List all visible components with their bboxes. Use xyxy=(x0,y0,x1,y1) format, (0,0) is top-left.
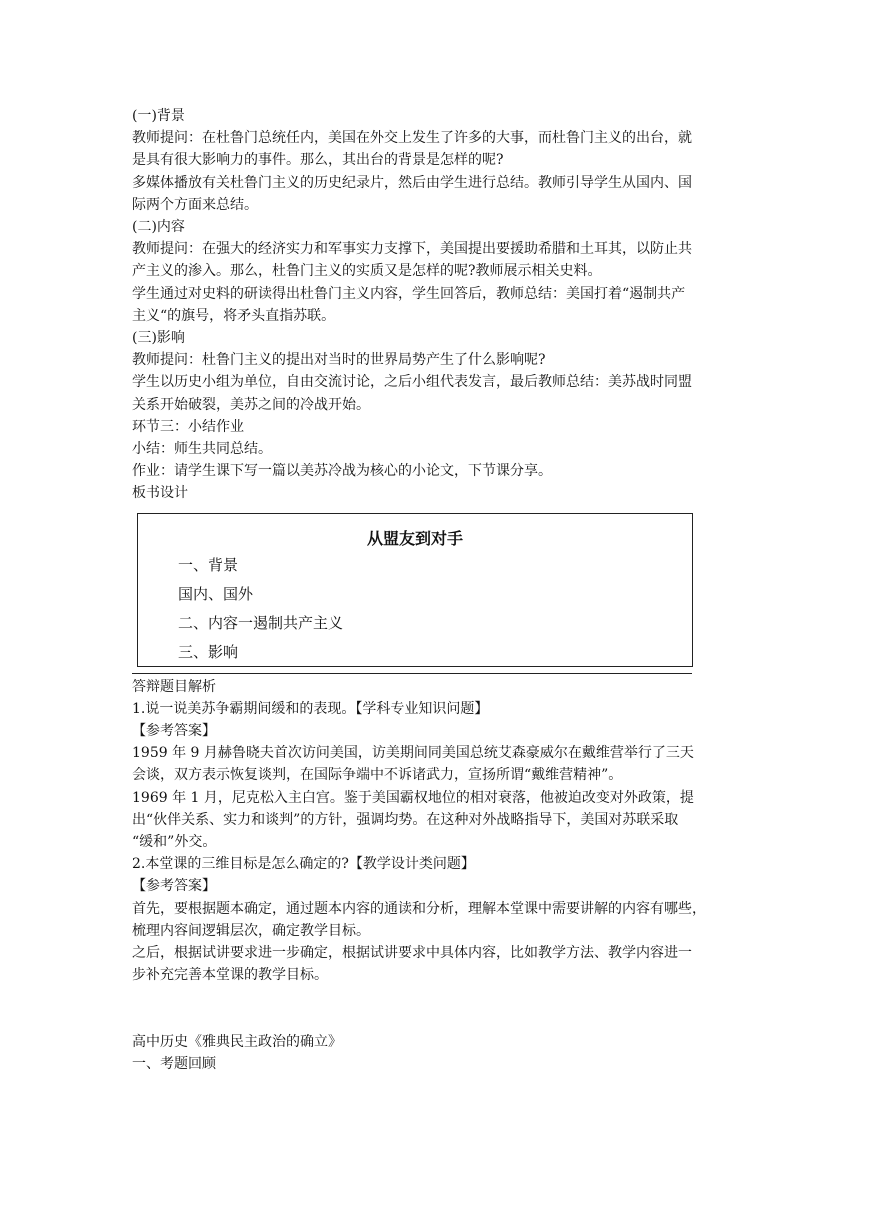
lesson-process-section xyxy=(132,105,742,505)
paragraph-line: 梳理内容间逻辑层次，确定教学目标。 xyxy=(132,922,370,939)
question-1: 1.说一说美苏争霸期间缓和的表现。【学科专业知识问题】 xyxy=(132,700,489,717)
paragraph-line: 主义“的旗号，将矛头直指苏联。 xyxy=(132,307,336,324)
paragraph-line: 学生通过对史料的研读得出杜鲁门主义内容，学生回答后，教师总结：美国打着“遏制共产 xyxy=(132,285,686,302)
paragraph-line: 1969 年 1 月，尼克松入主白宫。鉴于美国霸权地位的相对衰落，他被迫改变对外政策，提 xyxy=(132,789,694,806)
subheading-content: (二)内容 xyxy=(132,219,185,236)
paragraph-line: 际两个方面来总结。 xyxy=(132,196,258,213)
paragraph-line: 之后，根据试讲要求进一步确定，根据试讲要求中具体内容，比如教学方法、教学内容进一 xyxy=(132,945,692,962)
horizontal-divider xyxy=(132,673,692,674)
paragraph-line: 教师提问：在强大的经济实力和军事实力支撑下，美国提出要援助希腊和土耳其，以防止共 xyxy=(132,241,692,258)
board-item-impact: 三、影响 xyxy=(178,642,239,661)
spacer xyxy=(132,987,742,1031)
paragraph-line: 小结：师生共同总结。 xyxy=(132,441,272,458)
paragraph-line: 学生以历史小组为单位，自由交流讨论，之后小组代表发言，最后教师总结：美苏战时同盟 xyxy=(132,374,692,391)
board-item-background: 一、背景 xyxy=(178,555,239,574)
subheading-summary-homework: 环节三：小结作业 xyxy=(132,418,244,435)
paragraph-line: 首先，要根据题本确定，通过题本内容的通读和分析，理解本堂课中需要讲解的内容有哪些， xyxy=(132,900,706,917)
lesson-title: 高中历史《雅典民主政治的确立》 xyxy=(132,1033,342,1050)
paragraph-line: 步补充完善本堂课的教学目标。 xyxy=(132,967,328,984)
board-title: 从盟友到对手 xyxy=(366,528,463,548)
defense-questions-section xyxy=(132,676,742,987)
paragraph-line: 会谈，双方表示恢复谈判，在国际争端中不诉诸武力，宣扬所谓“戴维营精神”。 xyxy=(132,767,623,784)
paragraph-line: 作业：请学生课下写一篇以美苏冷战为核心的小论文，下节课分享。 xyxy=(132,463,552,480)
question-2: 2.本堂课的三维目标是怎么确定的?【教学设计类问题】 xyxy=(132,856,475,873)
paragraph-line: 产主义的渗入。那么，杜鲁门主义的实质又是怎样的呢?教师展示相关史料。 xyxy=(132,263,602,280)
paragraph-line: “缓和”外交。 xyxy=(132,834,217,851)
paragraph-line: 关系开始破裂，美苏之间的冷战开始。 xyxy=(132,396,370,413)
next-lesson-section xyxy=(132,1031,742,1075)
subheading-board-design: 板书设计 xyxy=(132,485,188,502)
subheading-background: (一)背景 xyxy=(132,108,185,124)
paragraph-line: 多媒体播放有关杜鲁门主义的历史纪录片，然后由学生进行总结。教师引导学生从国内、国 xyxy=(132,174,692,191)
blackboard-design-box xyxy=(137,513,693,667)
board-item-content: 二、内容一遏制共产主义 xyxy=(178,613,344,632)
paragraph-line: 是具有很大影响力的事件。那么，其出台的背景是怎样的呢? xyxy=(132,152,504,169)
subheading-impact: (三)影响 xyxy=(132,330,185,347)
section-heading: 一、考题回顾 xyxy=(132,1055,216,1072)
paragraph-line: 1959 年 9 月赫鲁晓夫首次访问美国，访美期间同美国总统艾森豪威尔在戴维营举行了三天 xyxy=(132,745,694,762)
section-heading: 答辩题目解析 xyxy=(132,678,216,695)
answer-label: 【参考答案】 xyxy=(132,723,216,740)
document-page xyxy=(132,105,742,1075)
board-item-domestic-foreign: 国内、国外 xyxy=(178,584,254,603)
answer-label: 【参考答案】 xyxy=(132,878,216,895)
paragraph-line: 出“伙伴关系、实力和谈判”的方针，强调均势。在这种对外战略指导下，美国对苏联采取 xyxy=(132,811,679,828)
paragraph-line: 教师提问：杜鲁门主义的提出对当时的世界局势产生了什么影响呢? xyxy=(132,352,546,369)
paragraph-line: 教师提问：在杜鲁门总统任内，美国在外交上发生了许多的大事，而杜鲁门主义的出台，就 xyxy=(132,130,692,147)
